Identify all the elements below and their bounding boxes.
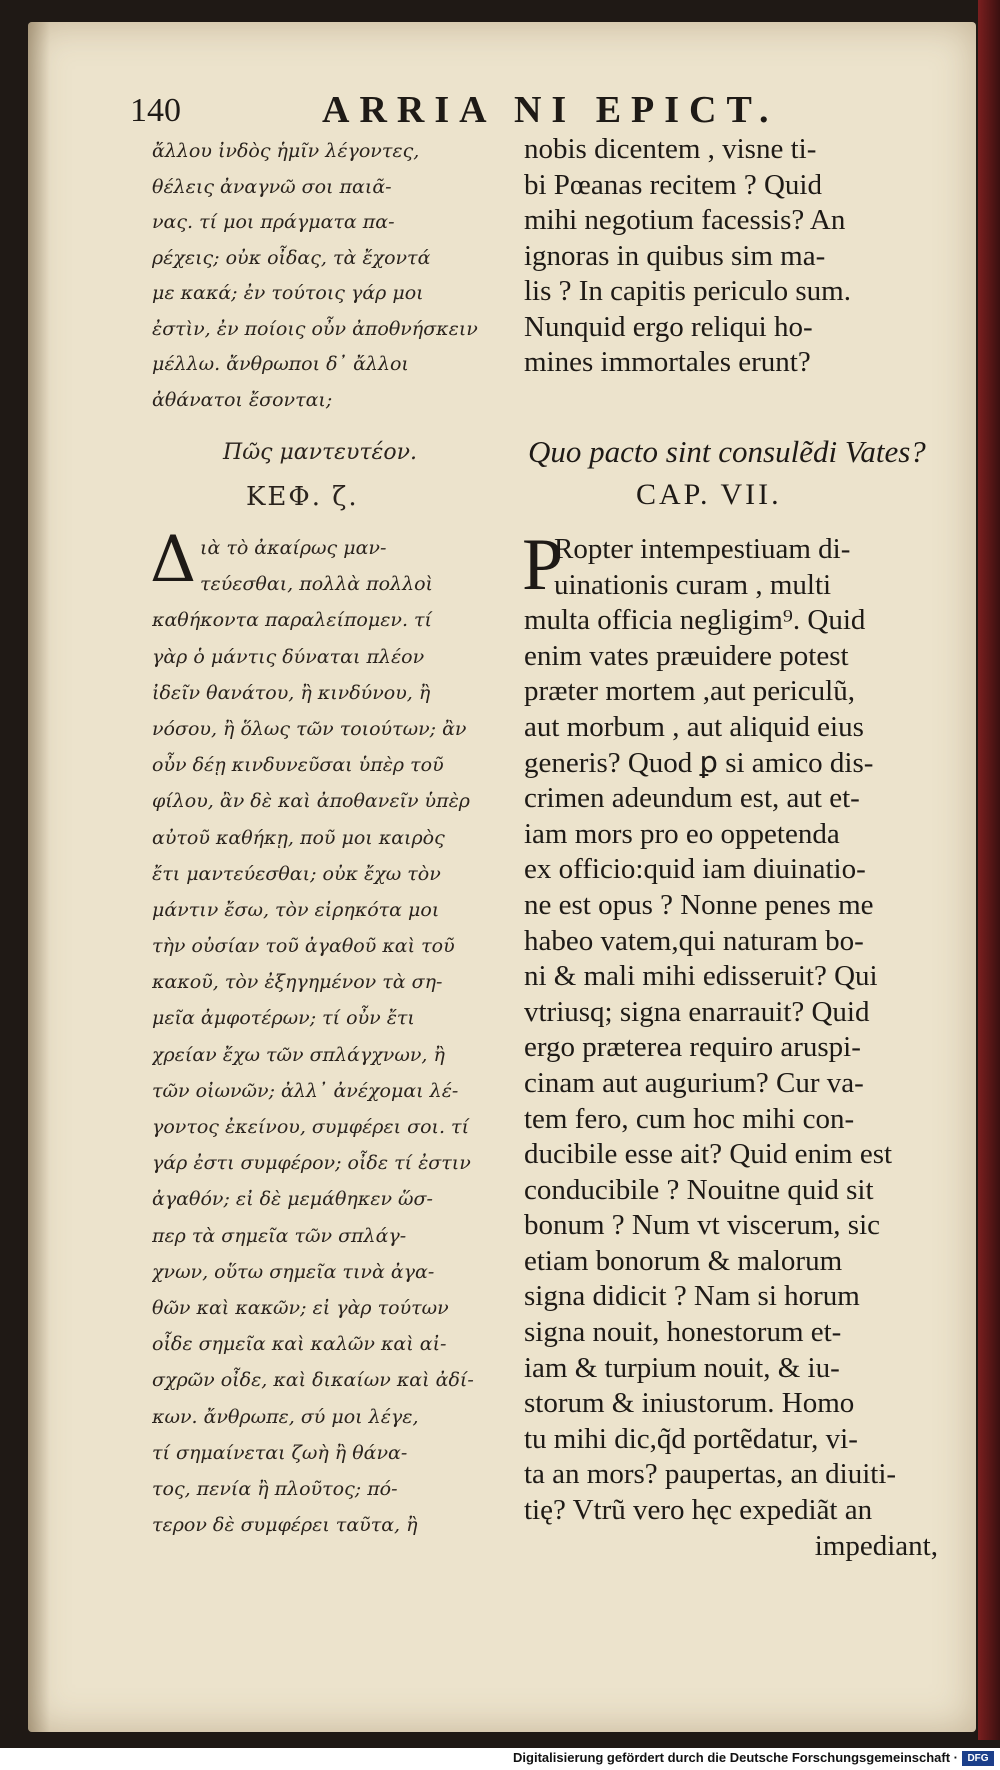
greek-line: τερον δὲ συμφέρει ταῦτα, ἢ [152,1514,418,1537]
greek-line: οἶδε σημεῖα καὶ καλῶν καὶ αἰ- [152,1333,447,1356]
latin-line: vtriusq; signa enarrauit? Quid [524,995,870,1028]
greek-line: τος, πενία ἢ πλοῦτος; πό- [152,1477,398,1500]
greek-column-top [152,134,488,418]
greek-column-body [150,523,488,1543]
greek-line: οὖν δέῃ κινδυνεῦσαι ὑπὲρ τοῦ [152,754,444,777]
latin-line: ducibile esse ait? Quid enim est [524,1138,893,1171]
latin-line: iam mors pro eo oppetenda [524,817,840,850]
greek-line: χνων, οὕτω σημεῖα τινὰ ἀγα- [152,1260,435,1283]
greek-line: φίλου, ἂν δὲ καὶ ἀποθανεῖν ὑπὲρ [152,790,470,813]
latin-line: crimen adeundum est, aut et- [524,782,860,815]
catchword: impediant, [814,1529,938,1562]
dfg-logo: DFG [962,1751,994,1766]
running-title: ARRIA NI EPICT. [322,89,779,131]
latin-line: mines immortales erunt? [524,346,811,378]
latin-chapter-number: CAP. VII. [636,478,782,511]
latin-line: ignoras in quibus sim ma- [524,239,826,272]
latin-line: Nunquid ergo reliqui ho- [524,310,813,343]
latin-line: ex officio:quid iam diuinatio- [524,853,866,886]
greek-line: γὰρ ὁ μάντις δύναται πλέον [152,645,425,668]
greek-line: γάρ ἐστι συμφέρον; οἶδε τί ἐστιν [152,1152,471,1175]
greek-line: νόσου, ἢ ὅλως τῶν τοιούτων; ἂν [152,717,467,740]
greek-line: νας. τί μοι πράγματα πα- [152,211,395,233]
latin-line: uinationis curam , multi [554,568,832,601]
digitization-footer [0,1748,1000,1770]
latin-line: etiam bonorum & malorum [524,1244,843,1277]
latin-line: bi Pœanas recitem ? Quid [524,168,822,201]
greek-line: τὴν οὐσίαν τοῦ ἀγαθοῦ καὶ τοῦ [152,935,455,958]
greek-line: ἀγαθόν; εἰ δὲ μεμάθηκεν ὥσ- [152,1188,433,1211]
latin-line: conducibile ? Nouitne quid sit [524,1173,874,1206]
greek-line: ρέχεις; οὐκ οἶδας, τὰ ἔχοντά [152,246,431,269]
greek-line: αὐτοῦ καθήκῃ, ποῦ μοι καιρὸς [152,826,445,849]
latin-line: bonum ? Num vt viscerum, sic [524,1209,881,1242]
latin-line: enim vates præuidere potest [524,639,849,672]
latin-line: ergo prætereа requiro aruspi- [524,1031,861,1064]
latin-line: tię? Vtrũ vero hęc expediãt an [524,1494,873,1527]
greek-line: περ τὰ σημεῖα τῶν σπλάγ- [152,1224,407,1247]
latin-line: tem fero, cum hoc mihi con- [524,1102,855,1135]
greek-line: με κακά; ἐν τούτοις γάρ μοι [152,282,424,304]
greek-line: χρείαν ἔχω τῶν σπλάγχνων, ἢ [152,1043,445,1066]
funding-notice: Digitalisierung gefördert durch die Deutsche Forschungsgemeinschaft · [513,1750,958,1765]
greek-drop-capital: Δ [150,523,197,597]
greek-line: ἀθάνατοι ἔσονται; [152,388,333,411]
greek-line: κων. ἄνθρωπε, σύ μοι λέγε, [152,1405,419,1428]
greek-line: ιὰ τὸ ἀκαίρως μαν- [200,537,387,559]
greek-line: ἄλλου ἰνδὸς ἡμῖν λέγοντες, [152,140,420,162]
greek-line: γοντος ἐκείνου, συμφέρει σοι. τί [152,1116,470,1138]
greek-line: ἐστὶν, ἐν ποίοις οὖν ἀποθνήσκειν [152,317,478,340]
latin-line: habeo vatem,qui naturam bo- [524,924,864,957]
latin-line: mihi negotium facessis? An [524,204,846,236]
latin-line: nobis dicentem , visne ti- [524,133,817,165]
latin-drop-capital: P [522,524,564,606]
latin-line: generis? Quod ꝑ si amico dis- [524,746,874,779]
greek-chapter-title: Πῶς μαντευτέον. [223,440,417,465]
latin-line: iam & turpium nouit, & iu- [524,1351,840,1384]
greek-line: μέλλω. ἄνθρωποι δ᾽ ἄλλοι [152,353,409,375]
greek-line: θῶν καὶ κακῶν; εἰ γὰρ τούτων [152,1296,449,1319]
gutter-shadow [28,22,50,1732]
latin-line: cinam aut augurium? Cur va- [524,1066,864,1099]
latin-line: Ropter intempestiuam di- [554,533,851,565]
greek-line: τί σημαίνεται ζωὴ ἢ θάνα- [152,1441,408,1464]
latin-line: signa didicit ? Nam si horum [524,1280,860,1313]
greek-line: μεῖα ἀμφοτέρων; τί οὖν ἔτι [152,1007,415,1030]
latin-line: aut morbum , aut aliquid eius [524,710,864,743]
greek-line: θέλεις ἀναγνῶ σοι παιᾶ- [152,175,392,198]
greek-line: κακοῦ, τὸν ἐξηγημένον τὰ ση- [152,971,443,994]
greek-line: μάντιν ἔσω, τὸν εἰρηκότα μοι [152,898,440,921]
page-number: 140 [130,92,181,129]
latin-column-top [524,132,944,381]
greek-line: ἰδεῖν θανάτου, ἢ κινδύνου, ἢ [152,681,431,704]
greek-line: τεύεσθαι, πολλὰ πολλοὶ [200,573,434,596]
latin-chapter-title: Quo pacto sint consulẽdi Vates? [528,434,926,469]
latin-line: storum & iniustorum. Homo [524,1387,855,1420]
latin-column-body [524,532,944,1564]
latin-line: ni & mali mihi edisseruit? Qui [524,960,878,993]
greek-line: σχρῶν οἶδε, καὶ δικαίων καὶ ἀδί- [152,1369,474,1392]
book-cover-edge [978,0,1000,1740]
greek-chapter-number: ΚΕΦ. ζ. [246,482,359,512]
greek-line: καθήκοντα παραλείπομεν. τί [152,609,433,632]
latin-line: præter mortem ,aut periculũ, [524,675,855,708]
greek-line: τῶν οἰωνῶν; ἀλλ᾽ ἀνέχομαι λέ- [152,1079,459,1102]
latin-line: ta an mors? paupertas, an diuiti- [524,1458,897,1491]
latin-line: lis ? In capitis periculo sum. [524,275,851,307]
latin-line: signa nouit, honestorum et- [524,1316,842,1349]
latin-line: multa officia negligim⁹. Quid [524,604,866,637]
latin-line: ne est opus ? Nonne penes me [524,888,874,921]
greek-line: ἔτι μαντεύεσθαι; οὐκ ἔχω τὸν [152,862,441,885]
latin-line: tu mihi dic,q̃d portẽdatur, vi- [524,1422,858,1455]
